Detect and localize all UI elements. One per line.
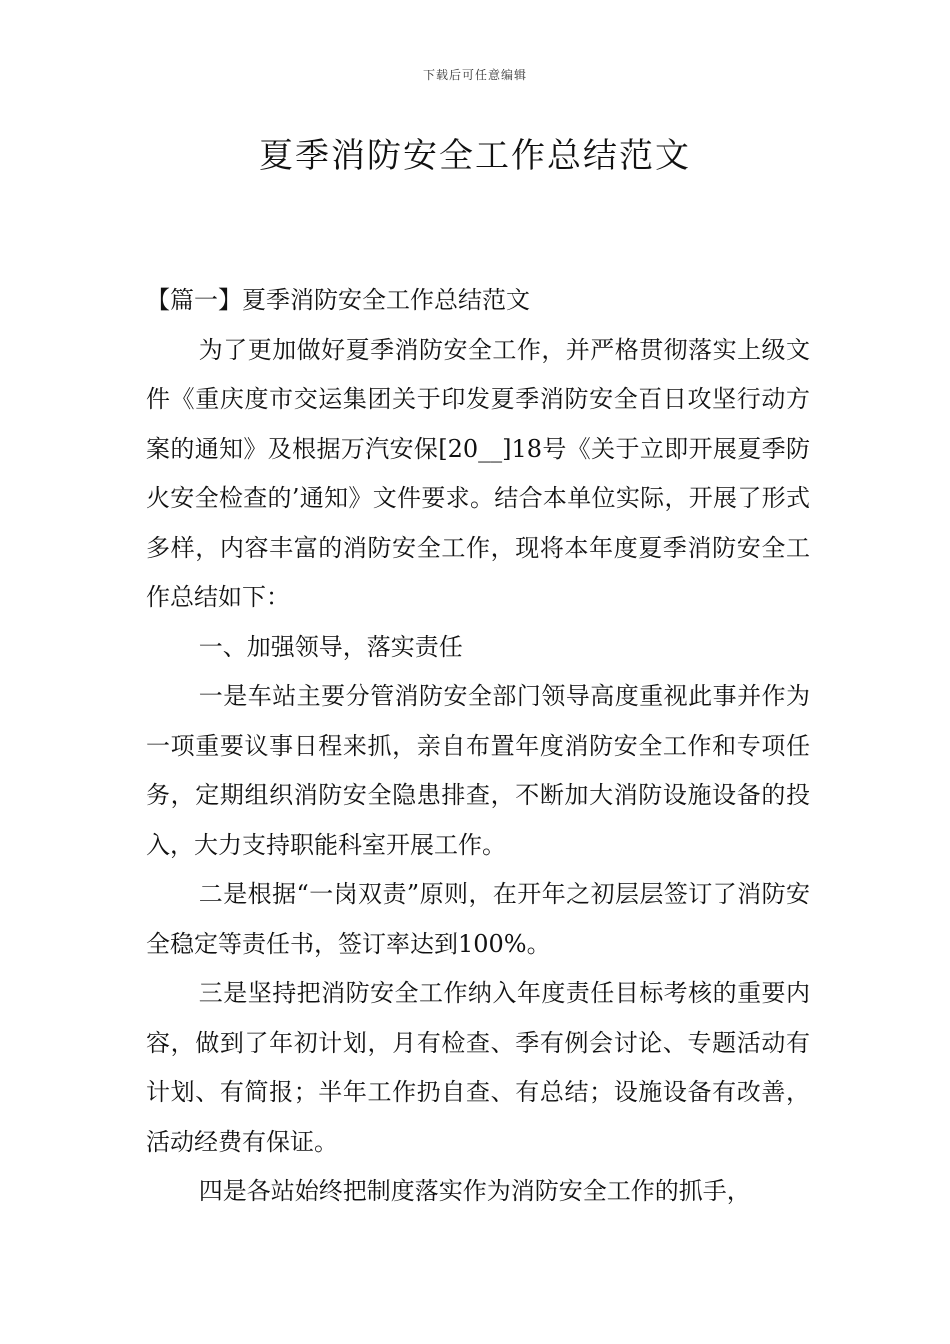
paragraph-point-2: 二是根据“一岗双责”原则，在开年之初层层签订了消防安全稳定等责任书，签订率达到100%。 (146, 880, 810, 958)
document-body (146, 276, 810, 1217)
paragraph-point-3: 三是坚持把消防安全工作纳入年度责任目标考核的重要内容，做到了年初计划，月有检查、季有例会讨论、专题活动有计划、有简报；半年工作扔自查、有总结；设施设备有改善，活动经费有保证。 (146, 979, 810, 1156)
subheading-leadership: 一、加强领导，落实责任 (198, 632, 463, 661)
paragraph-intro: 为了更加做好夏季消防安全工作，并严格贯彻落实上级文件《重庆度市交运集团关于印发夏季消防安全百日攻坚行动方案的通知》及根据万汽安保[20__]18号《关于立即开展夏季防火安全检查的’通知》文件要求。结合本单位实际，开展了形式多样，内容丰富的消防安全工作，现将本年度夏季消防安全工作总结如下： (146, 335, 810, 611)
paragraph-point-1: 一是车站主要分管消防安全部门领导高度重视此事并作为一项重要议事日程来抓，亲自布置年度消防安全工作和专项任务，定期组织消防安全隐患排查，不断加大消防设施设备的投入，大力支持职能科室开展工作。 (146, 682, 810, 859)
paragraph-point-4: 四是各站始终把制度落实作为消防安全工作的抓手， (198, 1177, 751, 1205)
page-header-note: 下载后可任意编辑 (422, 68, 527, 82)
section-heading: 【篇一】夏季消防安全工作总结范文 (146, 286, 530, 314)
document-title: 夏季消防安全工作总结范文 (259, 136, 691, 176)
